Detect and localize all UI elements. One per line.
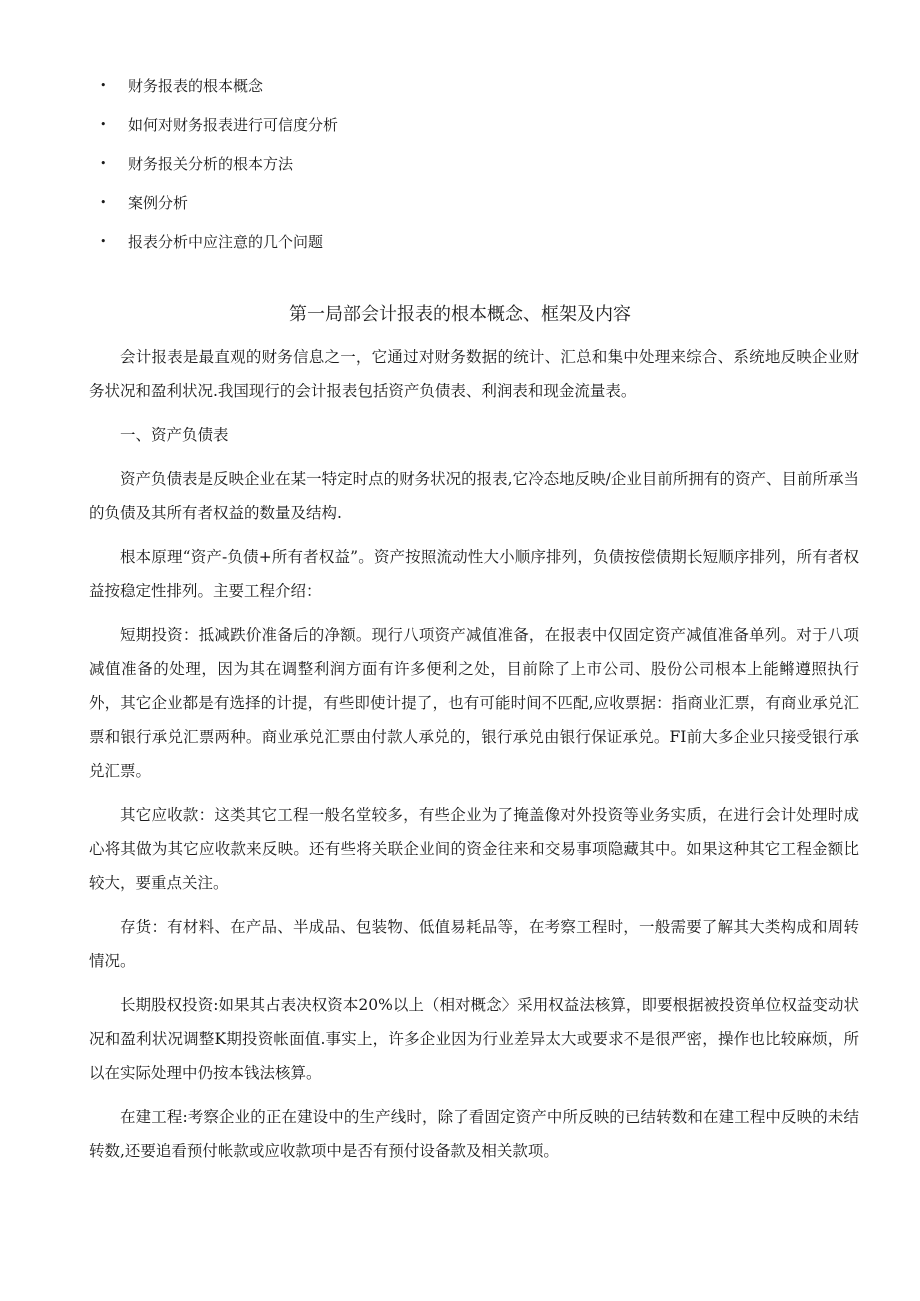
outline-item [100, 111, 338, 150]
bullet-icon: • [100, 79, 107, 92]
paragraph-principle: 根本原理“资产-负债+所有者权益”。资产按照流动性大小顺序排列，负债按偿债期长短顺序排列，所有者权益按稳定性排列。主要工程介绍： [89, 548, 859, 600]
document-body [89, 340, 859, 1178]
outline-item [100, 228, 338, 267]
outline-list [100, 72, 338, 267]
paragraph-inventory: 存货：有材料、在产品、半成品、包装物、低值易耗品等，在考察工程时，一般需要了解其大类构成和周转情况。 [89, 918, 859, 970]
outline-item [100, 189, 338, 228]
outline-item [100, 72, 338, 111]
paragraph-construction: 在建工程:考察企业的正在建设中的生产线时，除了看固定资产中所反映的已结转数和在建工程中反映的未结转数,还要追看预付帐款或应收款项中是否有预付设备款及相关款项。 [89, 1108, 859, 1160]
bullet-icon: • [100, 118, 107, 131]
subsection-heading: 一、资产负债表 [120, 426, 229, 444]
paragraph-balance-sheet: 资产负债表是反映企业在某一特定时点的财务状况的报表,它冷态地反映/企业目前所拥有的资产、目前所承当的负债及其所有者权益的数量及结构. [89, 470, 859, 522]
paragraph-short-term-investment: 短期投资：抵减跌价准备后的净额。现行八项资产减值准备，在报表中仅固定资产减值准备单列。对于八项减值准备的处理，因为其在调整利润方面有许多便利之处，目前除了上市公司、股份公司根本上能鳉遵照执行外，其它企业都是有选择的计提，有些即使计提了，也有可能时间不匹配,应收票据：指商业汇票，有商业承兑汇票和银行承兑汇票两种。商业承兑汇票由付款人承兑的，银行承兑由银行保证承兑。FI前大多企业只接受银行承兑汇票。 [89, 626, 859, 780]
outline-item-text: 案例分析 [128, 194, 189, 212]
paragraph-long-term-equity: 长期股权投资:如果其占表决权资本20%以上（相对概念〉采用权益法核算，即要根据被投资单位权益变动状况和盈利状况调整K期投资帐面值.事实上，许多企业因为行业差异太大或要求不是很严密，操作也比较麻烦，所以在实际处理中仍按本钱法核算。 [89, 996, 859, 1082]
section-title: 第一局部会计报表的根本概念、框架及内容 [289, 304, 631, 325]
bullet-icon: • [100, 196, 107, 209]
outline-item-text: 如何对财务报表进行可信度分析 [128, 116, 339, 134]
paragraph-other-receivables: 其它应收款：这类其它工程一般名堂较多，有些企业为了掩盖像对外投资等业务实质，在进行会计处理时成心将其做为其它应收款来反映。还有些将关联企业间的资金往来和交易事项隐藏其中。如果这种其它工程金额比较大，要重点关注。 [89, 806, 859, 892]
outline-item-text: 财务报表的根本概念 [128, 77, 264, 95]
outline-item-text: 财务报关分析的根本方法 [128, 155, 294, 173]
paragraph-intro: 会计报表是最直观的财务信息之一，它通过对财务数据的统计、汇总和集中处理来综合、系统地反映企业财务状况和盈利状况.我国现行的会计报表包括资产负债表、利润表和现金流量表。 [89, 348, 859, 400]
outline-item [100, 150, 338, 189]
outline-item-text: 报表分析中应注意的几个问题 [128, 233, 324, 251]
bullet-icon: • [100, 157, 107, 170]
bullet-icon: • [100, 235, 107, 248]
